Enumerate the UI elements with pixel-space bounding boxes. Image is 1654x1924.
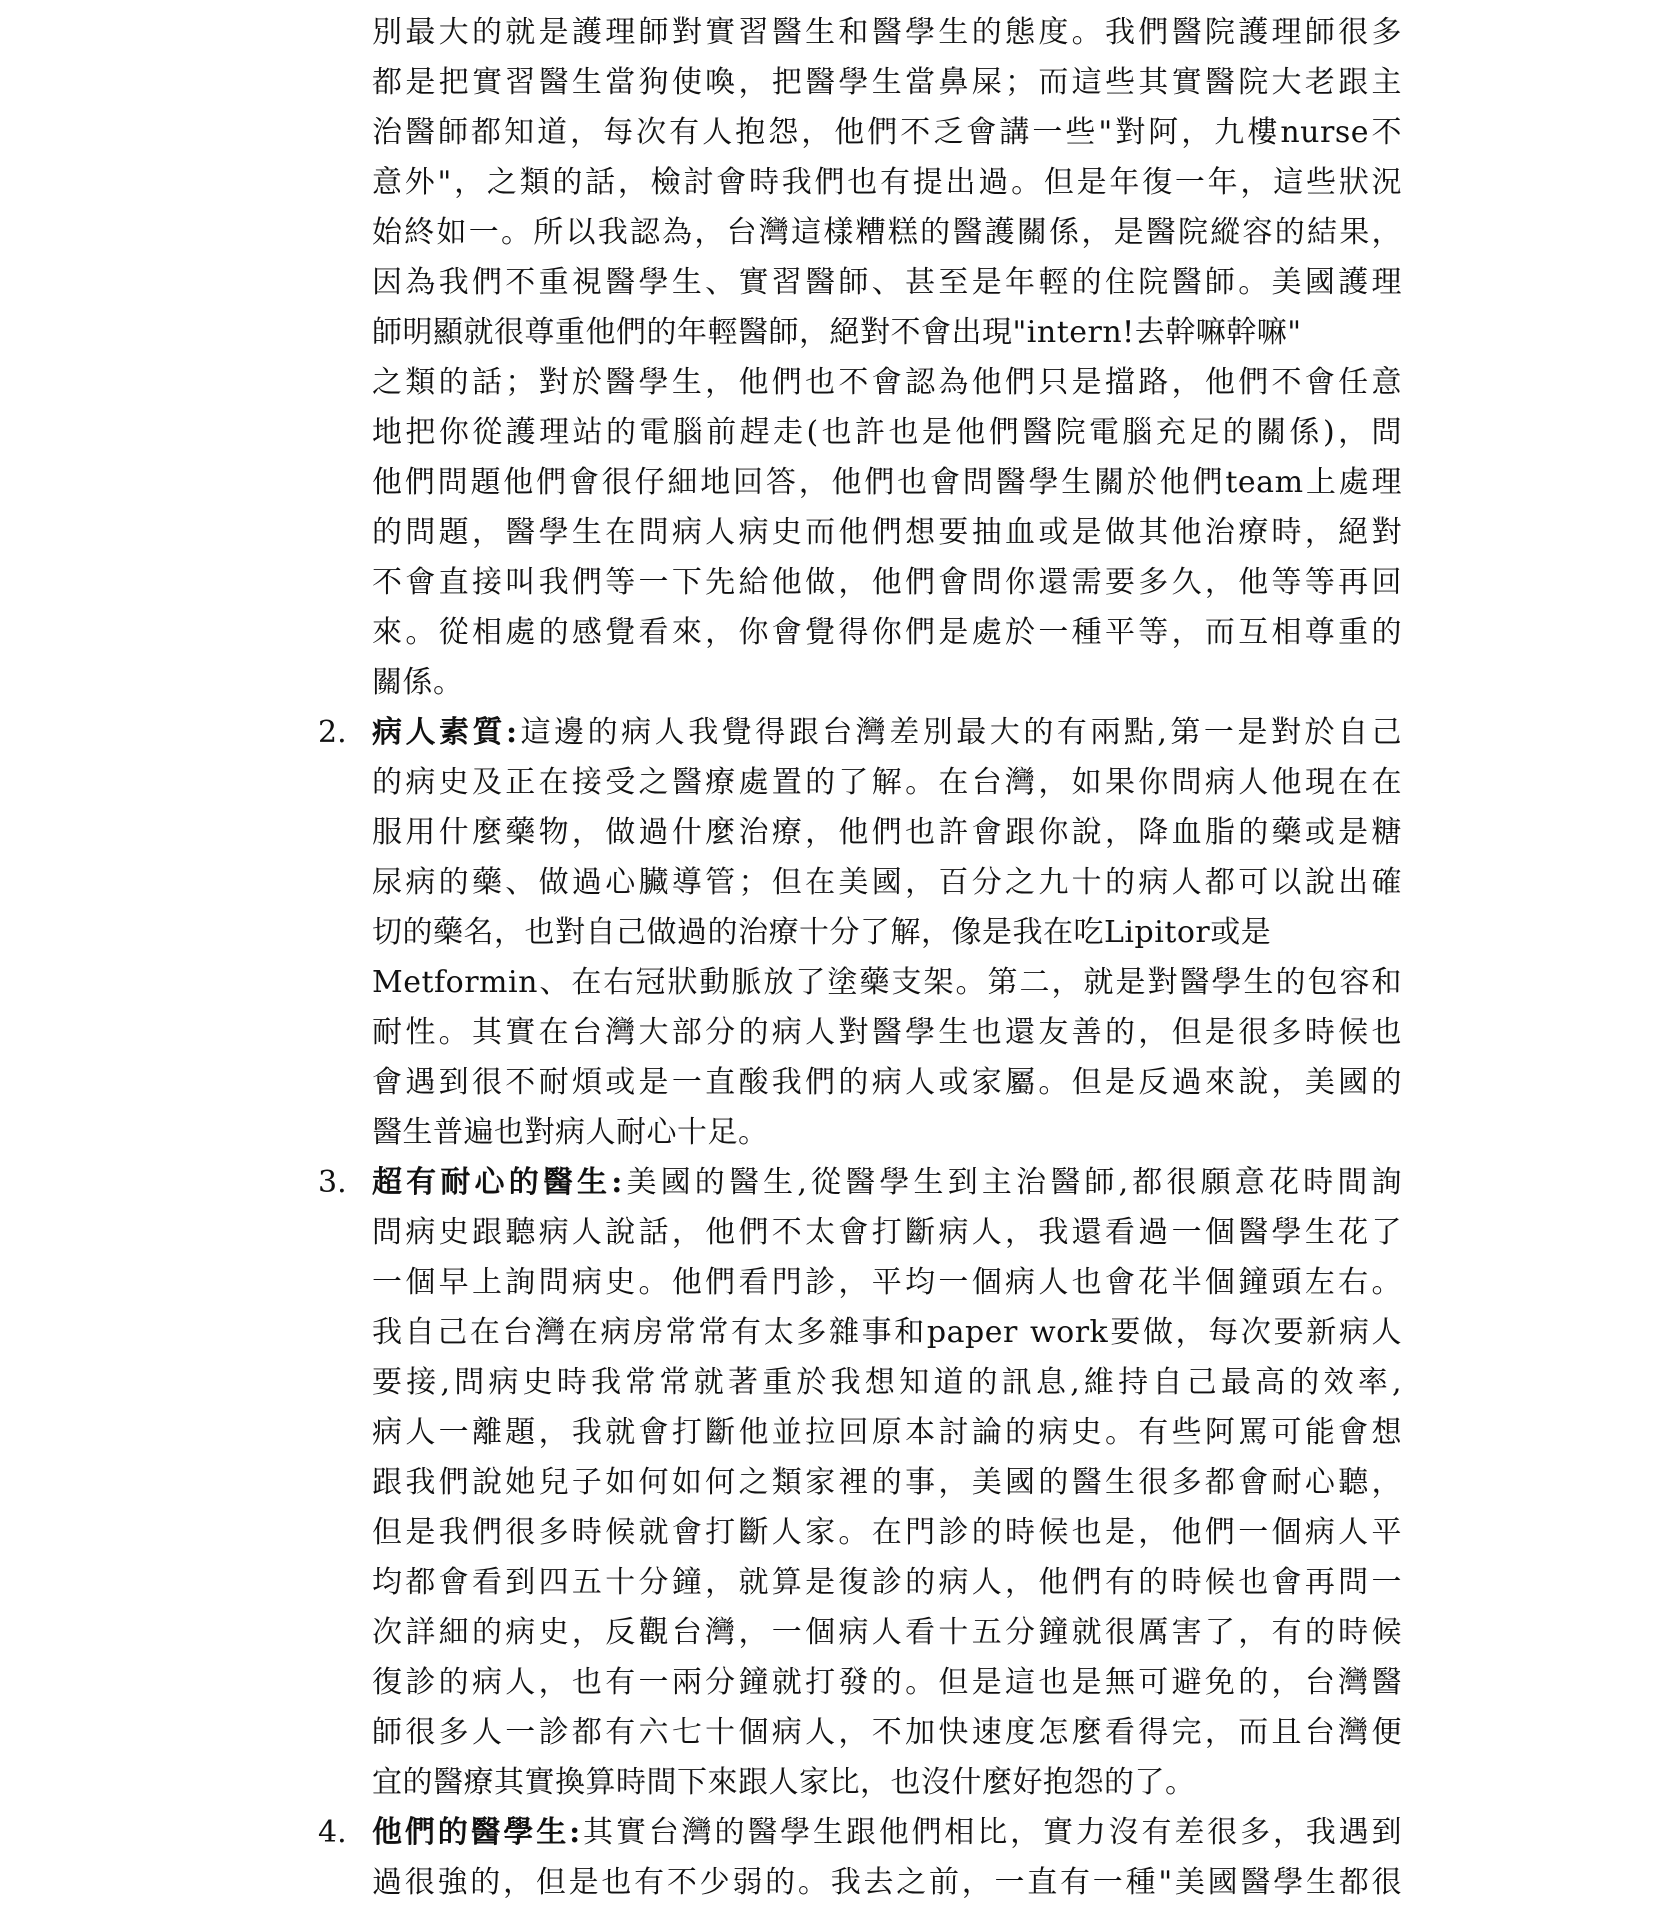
text-line: 始終如一。所以我認為，台灣這樣糟糕的醫護關係，是醫院縱容的結果， [372,215,1402,250]
text-line: 別最大的就是護理師對實習醫生和醫學生的態度。我們醫院護理師很多 [372,15,1402,50]
text-line: 均都會看到四五十分鐘，就算是復診的病人，他們有的時候也會再問一 [372,1565,1402,1600]
text-line: 次詳細的病史，反觀台灣，一個病人看十五分鐘就很厲害了，有的時候 [372,1615,1402,1650]
text-line: 他們問題他們會很仔細地回答，他們也會問醫學生關於他們team上處理 [372,465,1402,500]
text-line [372,708,1402,758]
text-line: 都是把實習醫生當狗使喚，把醫學生當鼻屎；而這些其實醫院大老跟主 [372,65,1402,100]
text-line [372,1158,1402,1208]
text-line: 病人一離題，我就會打斷他並拉回原本討論的病史。有些阿罵可能會想 [372,1415,1402,1450]
item-heading: 病人素質: [372,715,518,750]
item-text: 美國的醫生,從醫學生到主治醫師,都很願意花時間詢 [622,1165,1402,1200]
text-line: 過很強的，但是也有不少弱的。我去之前，一直有一種"美國醫學生都很 [372,1865,1402,1900]
text-line: 問病史跟聽病人說話，他們不太會打斷病人，我還看過一個醫學生花了 [372,1215,1402,1250]
text-line: 意外"，之類的話，檢討會時我們也有提出過。但是年復一年，這些狀況 [372,165,1402,200]
text-line: 切的藥名，也對自己做過的治療十分了解，像是我在吃Lipitor或是 [372,915,1272,950]
text-line: Metformin、在右冠狀動脈放了塗藥支架。第二，就是對醫學生的包容和 [372,965,1402,1000]
text-line: 之類的話；對於醫學生，他們也不會認為他們只是擋路，他們不會任意 [372,365,1402,400]
list-number: 2. [318,715,347,750]
text-line: 師明顯就很尊重他們的年輕醫師，絕對不會出現"intern!去幹嘛幹嘛" [372,315,1302,350]
text-line: 師很多人一診都有六七十個病人，不加快速度怎麼看得完，而且台灣便 [372,1715,1402,1750]
text-line: 地把你從護理站的電腦前趕走(也許也是他們醫院電腦充足的關係)，問 [372,415,1402,450]
text-line: 我自己在台灣在病房常常有太多雜事和paper work要做，每次要新病人 [372,1315,1402,1350]
text-line: 宜的醫療其實換算時間下來跟人家比，也沒什麼好抱怨的了。 [372,1765,1196,1800]
text-line: 耐性。其實在台灣大部分的病人對醫學生也還友善的，但是很多時候也 [372,1015,1402,1050]
text-line: 復診的病人，也有一兩分鐘就打發的。但是這也是無可避免的，台灣醫 [372,1665,1402,1700]
text-line: 的病史及正在接受之醫療處置的了解。在台灣，如果你問病人他現在在 [372,765,1402,800]
text-line: 不會直接叫我們等一下先給他做，他們會問你還需要多久，他等等再回 [372,565,1402,600]
text-line: 的問題，醫學生在問病人病史而他們想要抽血或是做其他治療時，絕對 [372,515,1402,550]
text-line: 因為我們不重視醫學生、實習醫師、甚至是年輕的住院醫師。美國護理 [372,265,1402,300]
list-number: 4. [318,1815,347,1850]
text-line: 會遇到很不耐煩或是一直酸我們的病人或家屬。但是反過來說，美國的 [372,1065,1402,1100]
text-line: 但是我們很多時候就會打斷人家。在門診的時候也是，他們一個病人平 [372,1515,1402,1550]
text-line: 治醫師都知道，每次有人抱怨，他們不乏會講一些"對阿，九樓nurse不 [372,115,1402,150]
text-line [372,1808,1402,1858]
text-line: 服用什麼藥物，做過什麼治療，他們也許會跟你說，降血脂的藥或是糖 [372,815,1402,850]
list-number: 3. [318,1165,347,1200]
text-line: 要接,問病史時我常常就著重於我想知道的訊息,維持自己最高的效率, [372,1365,1402,1400]
text-line: 來。從相處的感覺看來，你會覺得你們是處於一種平等，而互相尊重的 [372,615,1402,650]
item-text: 其實台灣的醫學生跟他們相比，實力沒有差很多，我遇到 [580,1815,1403,1850]
text-line: 醫生普遍也對病人耐心十足。 [372,1115,769,1150]
item-text: 這邊的病人我覺得跟台灣差別最大的有兩點,第一是對於自己 [517,715,1402,750]
item-heading: 超有耐心的醫生: [372,1165,623,1200]
item-heading: 他們的醫學生: [372,1815,581,1850]
text-line: 尿病的藥、做過心臟導管；但在美國，百分之九十的病人都可以說出確 [372,865,1402,900]
text-line: 跟我們說她兒子如何如何之類家裡的事，美國的醫生很多都會耐心聽， [372,1465,1402,1500]
text-line: 關係。 [372,665,464,700]
text-line: 一個早上詢問病史。他們看門診，平均一個病人也會花半個鐘頭左右。 [372,1265,1402,1300]
